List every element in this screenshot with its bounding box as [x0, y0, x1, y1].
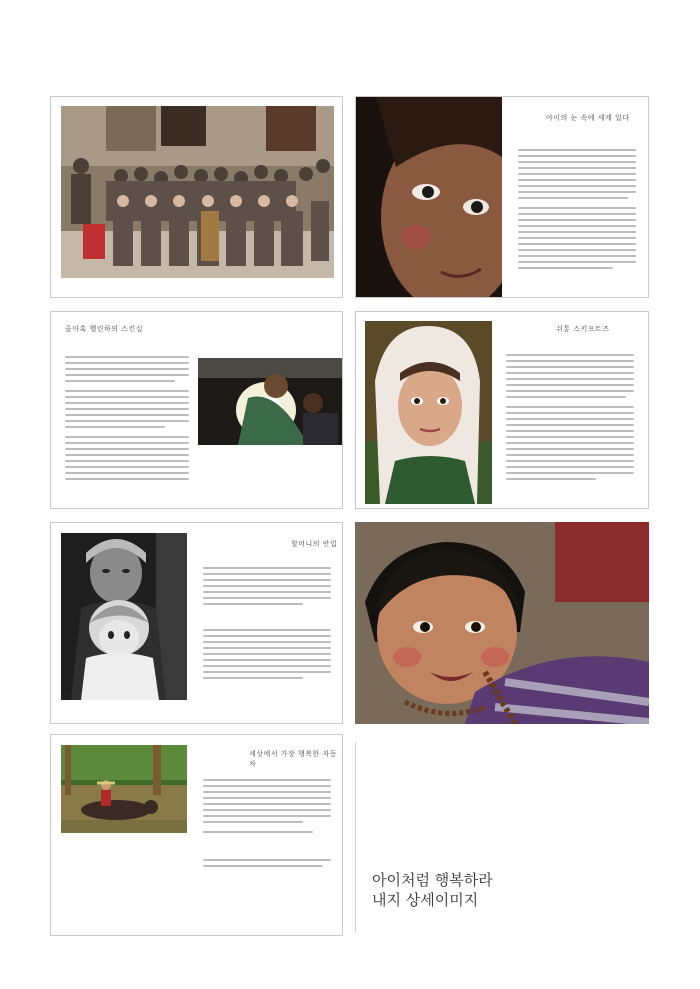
- page-title: 세상에서 가장 행복한 자동차: [249, 750, 338, 768]
- boy-with-light-photo: [198, 358, 343, 445]
- page-title: 올아혹 헬린하의 스킨십: [65, 325, 144, 333]
- girl-closeup-photo: [356, 97, 502, 298]
- page-title: 할머니의 안입: [291, 540, 338, 548]
- footer-caption: [372, 870, 493, 910]
- page-spread-girl-scarf: [355, 311, 649, 509]
- page-spread-buffalo: [50, 734, 343, 936]
- page-spread-boy-light: [50, 311, 343, 509]
- page-spread-grandmother: [50, 522, 343, 724]
- page-title: 쉬통 스키프트즈: [556, 325, 610, 333]
- divider: [355, 742, 356, 932]
- boy-on-buffalo-photo: [61, 745, 187, 833]
- page-title: 아이의 눈 속에 세계 있다: [546, 114, 630, 122]
- footer-line-1: 아이처럼 행복하라: [372, 871, 493, 889]
- grandmother-baby-photo: [61, 533, 187, 700]
- page-spread-smiling-boy: [355, 522, 649, 724]
- footer-line-2: 내지 상세이미지: [372, 891, 479, 909]
- girl-headscarf-photo: [365, 321, 492, 504]
- smiling-boy-photo: [355, 522, 649, 724]
- group-children-photo: [61, 106, 334, 278]
- page-spread-group-photo: [50, 96, 343, 298]
- page-spread-girl-face: [355, 96, 649, 298]
